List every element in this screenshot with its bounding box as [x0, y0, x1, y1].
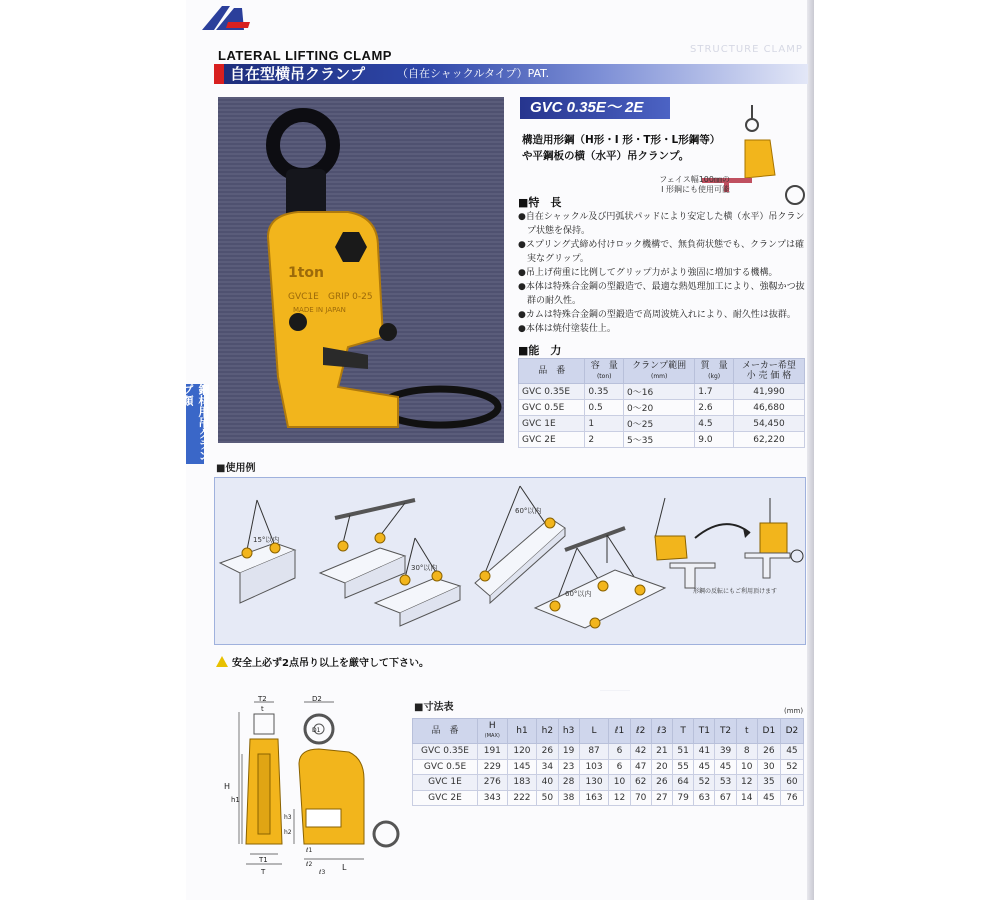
table-cell: 163 [579, 790, 609, 806]
table-cell: 10 [736, 759, 757, 775]
table-cell: 6 [609, 744, 630, 760]
dim-label-H: H [224, 782, 231, 791]
table-cell: 0.5 [585, 400, 624, 416]
table-row [413, 759, 804, 775]
feature-item: ●本体は焼付塗装仕上。 [518, 324, 616, 334]
table-cell: 67 [715, 790, 736, 806]
table-cell: 35 [757, 775, 780, 791]
feature-item: ●吊上げ荷重に比例してグリップ力がより強固に増加する機構。 [518, 268, 778, 278]
capacity-table [518, 358, 805, 448]
dim-label-T1: T1 [259, 856, 268, 864]
table-cell: 52 [780, 759, 803, 775]
table-cell: 191 [478, 744, 508, 760]
table-cell: 30 [757, 759, 780, 775]
usage-examples [214, 477, 806, 645]
title-accent [214, 64, 224, 84]
table-cell: 26 [651, 775, 672, 791]
dimensions-unit: (mm) [784, 707, 804, 715]
table-cell: 45 [715, 759, 736, 775]
header-cell: T2 [715, 719, 736, 744]
table-cell: 55 [673, 759, 694, 775]
usage-example-1 [220, 500, 295, 603]
table-cell: 42 [630, 744, 651, 760]
dim-label-D2: D2 [312, 695, 322, 703]
table-cell: 130 [579, 775, 609, 791]
angle-label: 60°以内 [515, 507, 542, 515]
face-note [650, 175, 730, 195]
dim-label-h1: h1 [231, 796, 240, 804]
dim-label-t: t [261, 705, 264, 713]
photo-plate-grip: GRIP 0-25 [328, 292, 373, 302]
features-list [518, 210, 810, 336]
header-cell: h1 [507, 719, 537, 744]
header-cell: h2 [537, 719, 558, 744]
clamp-drawing [214, 694, 410, 884]
header-cell: 容 量 (ton) [585, 359, 624, 384]
table-cell: 50 [537, 790, 558, 806]
japanese-subtitle: （自在シャックルタイプ）PAT. [397, 67, 550, 80]
table-cell: GVC 1E [413, 775, 478, 791]
header-cell: ℓ2 [630, 719, 651, 744]
table-cell: 70 [630, 790, 651, 806]
table-cell: 12 [736, 775, 757, 791]
table-cell: 19 [558, 744, 579, 760]
table-cell: 46,680 [733, 400, 804, 416]
table-cell: 120 [507, 744, 537, 760]
clamp-illustration [218, 97, 504, 443]
header-cell: メーカー希望 小 売 価 格 [733, 359, 804, 384]
header-cell: D2 [780, 719, 803, 744]
table-cell: 45 [757, 790, 780, 806]
table-cell: 41,990 [733, 384, 804, 400]
table-cell: 4.5 [695, 416, 734, 432]
table-cell: 6 [609, 759, 630, 775]
table-cell: 39 [715, 744, 736, 760]
table-cell: 63 [694, 790, 715, 806]
header-cell: T [673, 719, 694, 744]
table-cell: 5〜35 [624, 432, 695, 448]
table-cell: 51 [673, 744, 694, 760]
table-cell: 145 [507, 759, 537, 775]
table-row [519, 384, 805, 400]
table-cell: 8 [736, 744, 757, 760]
dim-label-l1: ℓ1 [306, 847, 313, 854]
dim-label-D1: D1 [312, 727, 321, 734]
table-cell: 76 [780, 790, 803, 806]
header-cell: D1 [757, 719, 780, 744]
feature-item: ●スプリング式締め付けロック機構で、無負荷状態でも、クランプは確実なグリップ。 [518, 240, 804, 264]
dimensions-table [412, 718, 804, 806]
table-cell: 276 [478, 775, 508, 791]
model-range: GVC 0.35E〜 2E [530, 99, 644, 116]
header-cell: 質 量 (kg) [695, 359, 734, 384]
header-cell: ℓ3 [651, 719, 672, 744]
table-cell: 20 [651, 759, 672, 775]
table-cell: 2 [585, 432, 624, 448]
table-cell: 1 [585, 416, 624, 432]
feature-item: ●本体は特殊合金鋼の型鍛造で、最適な熱処理加工により、強靱かつ抜群の耐久性。 [518, 282, 805, 306]
table-cell: 9.0 [695, 432, 734, 448]
table-cell: 54,450 [733, 416, 804, 432]
table-cell: GVC 0.35E [519, 384, 585, 400]
table-cell: 79 [673, 790, 694, 806]
table-cell: 62 [630, 775, 651, 791]
table-cell: 40 [537, 775, 558, 791]
english-title: LATERAL LIFTING CLAMP [218, 48, 392, 63]
header-cell: t [736, 719, 757, 744]
table-cell: 34 [537, 759, 558, 775]
dim-label-l2: ℓ2 [306, 861, 313, 868]
capacity-title: ■能 力 [518, 344, 562, 357]
header-cell: ℓ1 [609, 719, 630, 744]
table-cell: 60 [780, 775, 803, 791]
japanese-title: 自在型横吊クランプ [230, 65, 366, 83]
dim-label-T: T [261, 868, 266, 876]
table-cell: 62,220 [733, 432, 804, 448]
features-title: ■特 長 [518, 196, 562, 209]
table-cell: 26 [757, 744, 780, 760]
feature-item: ●カムは特殊合金鋼の型鍛造で高周波焼入れにより、耐久性は抜群。 [518, 310, 796, 320]
usage-title: ■使用例 [216, 463, 256, 474]
table-header-row [519, 359, 805, 384]
table-cell: 0.35 [585, 384, 624, 400]
photo-plate-ton: 1ton [288, 265, 325, 281]
usage-illustrations [215, 478, 805, 644]
table-cell: 87 [579, 744, 609, 760]
brand-logo [200, 4, 260, 32]
table-cell: GVC 2E [519, 432, 585, 448]
description [522, 132, 722, 164]
dim-label-L: L [342, 863, 347, 872]
table-cell: 10 [609, 775, 630, 791]
header-cell: L [579, 719, 609, 744]
usage-example-6 [655, 498, 803, 595]
table-cell: GVC 0.5E [519, 400, 585, 416]
table-cell: 64 [673, 775, 694, 791]
table-cell: 0〜25 [624, 416, 695, 432]
table-cell: 12 [609, 790, 630, 806]
table-cell: 229 [478, 759, 508, 775]
table-cell: 343 [478, 790, 508, 806]
photo-plate-made: MADE IN JAPAN [293, 306, 346, 314]
ghost-text: ＿＿＿ [600, 682, 630, 693]
table-cell: 53 [715, 775, 736, 791]
table-cell: 103 [579, 759, 609, 775]
product-photo [218, 97, 504, 443]
header-cell: H (MAX) [478, 719, 508, 744]
table-cell: 21 [651, 744, 672, 760]
table-cell: 45 [694, 759, 715, 775]
usage-example-4 [475, 486, 565, 603]
table-cell: 222 [507, 790, 537, 806]
table-cell: 27 [651, 790, 672, 806]
table-cell: 26 [537, 744, 558, 760]
angle-label: 60°以内 [565, 590, 592, 598]
safety-warning [216, 654, 429, 669]
table-cell: 41 [694, 744, 715, 760]
dim-label-h3: h3 [284, 814, 292, 821]
table-cell: 28 [558, 775, 579, 791]
header-cell: h3 [558, 719, 579, 744]
table-cell: 2.6 [695, 400, 734, 416]
angle-label: 30°以内 [411, 564, 438, 572]
table-row [519, 400, 805, 416]
table-cell: GVC 0.5E [413, 759, 478, 775]
photo-plate-model: GVC1E [288, 292, 319, 302]
description-line: 構造用形鋼（H形・I 形・T形・L形鋼等） [522, 134, 721, 146]
header-cell: 品 番 [413, 719, 478, 744]
ghost-text: STRUCTURE CLAMP [690, 44, 803, 55]
header-cell: 品 番 [519, 359, 585, 384]
table-cell: 183 [507, 775, 537, 791]
table-cell: 38 [558, 790, 579, 806]
table-cell: 45 [780, 744, 803, 760]
dim-label-h2: h2 [284, 829, 292, 836]
table-cell: 52 [694, 775, 715, 791]
table-header-row [413, 719, 804, 744]
table-cell: GVC 2E [413, 790, 478, 806]
table-cell: 14 [736, 790, 757, 806]
usage-note: 形鋼の反転にもご利用頂けます [693, 588, 778, 595]
side-category-tab: 鋼材用吊クランプ類 [186, 384, 204, 464]
angle-label: 15°以内 [253, 536, 280, 544]
table-row [519, 432, 805, 448]
table-row [413, 775, 804, 791]
warning-icon [216, 656, 228, 667]
table-cell: 23 [558, 759, 579, 775]
warning-text: 安全上必ず2点吊り以上を厳守して下さい。 [232, 658, 429, 669]
header-cell: クランプ範囲 (mm) [624, 359, 695, 384]
table-cell: GVC 1E [519, 416, 585, 432]
table-row [519, 416, 805, 432]
feature-item: ●自在シャックル及び円弧状パッドにより安定した横（水平）吊クランプ状態を保持。 [518, 212, 805, 236]
description-line: や平鋼板の横（水平）吊クランプ。 [522, 150, 690, 162]
dimensions-title: ■寸法表 [414, 702, 454, 713]
table-cell: 47 [630, 759, 651, 775]
table-cell: 0〜20 [624, 400, 695, 416]
face-note-line: フェイス幅100㎜の [659, 175, 730, 184]
dim-label-T2: T2 [258, 695, 267, 703]
table-row [413, 790, 804, 806]
table-cell: 0〜16 [624, 384, 695, 400]
face-note-line: I 形鋼にも使用可能 [661, 185, 730, 194]
header-cell: T1 [694, 719, 715, 744]
dim-label-l3: ℓ3 [319, 869, 326, 876]
table-cell: GVC 0.35E [413, 744, 478, 760]
dimension-drawing [214, 694, 410, 884]
table-row [413, 744, 804, 760]
table-cell: 1.7 [695, 384, 734, 400]
